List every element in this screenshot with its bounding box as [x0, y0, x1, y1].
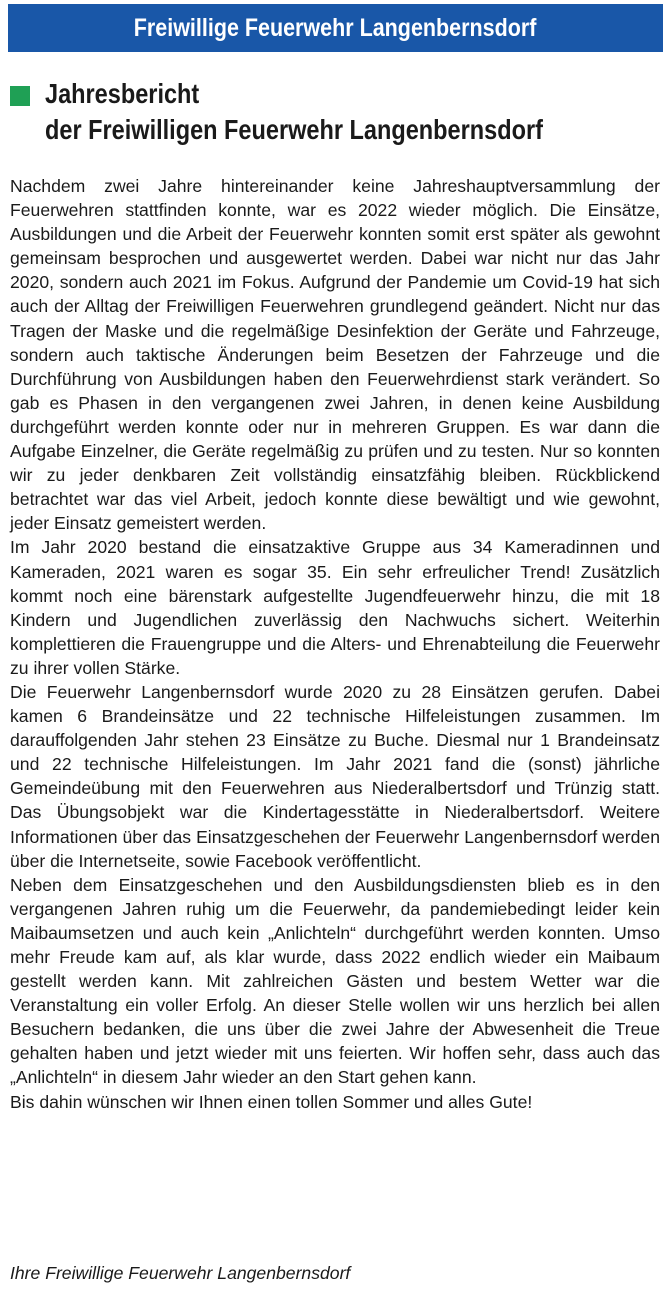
signature: Ihre Freiwillige Feuerwehr Langenbernsdorf: [10, 1263, 351, 1283]
heading-line-1: Jahresbericht: [45, 78, 200, 109]
header-banner: [8, 4, 663, 52]
heading-line-2: der Freiwilligen Feuerwehr Langenbernsdorf: [45, 114, 543, 145]
paragraph-5: Bis dahin wünschen wir Ihnen einen tollen Sommer und alles Gute!: [10, 1091, 533, 1112]
paragraph-3: Die Feuerwehr Langenbernsdorf wurde 2020 zu 28 Einsätzen gerufen. Dabei kamen 6 Brandeinsätze und 22 technische Hilfeleistungen zusammen. Im darauffolgenden Jahr stehen 23 Einsätze zu Buche. Diesmal nur 1 Brandeinsatz und 22 technische Hilfeleistungen. Im Jahr 2021 fand die (sonst) jährliche Gemeindeübung mit den Feuerwehren aus Niederalbertsdorf und Trünzig statt. Das Übungsobjekt war die Kindertagesstätte in Niederalbertsdorf. Weitere Informationen über das Einsatzgeschehen der Feuerwehr Langenbernsdorf werden über die Internetseite, sowie Facebook veröffentlicht.: [10, 681, 660, 871]
paragraph-4: Neben dem Einsatzgeschehen und den Ausbildungsdiensten blieb es in den vergangenen Jahren ruhig um die Feuerwehr, da pandemiebedingt leider kein Maibaumsetzen und auch kein „Anlichteln“ durchgeführt werden konnten. Umso mehr Freude kam auf, als klar wurde, dass 2022 endlich wieder ein Maibaum gestellt werden kann. Mit zahlreichen Gästen und bestem Wetter war die Veranstaltung ein voller Erfolg. An dieser Stelle wollen wir uns herzlich bei allen Besuchern bedanken, die uns über die zwei Jahre der Abwesenheit die Treue gehalten haben und jetzt wieder mit uns feierten. Wir hoffen sehr, dass auch das „Anlichteln“ in diesem Jahr wieder an den Start gehen kann.: [10, 874, 660, 1088]
paragraph-2: Im Jahr 2020 bestand die einsatzaktive Gruppe aus 34 Kameradinnen und Kameraden, 2021 waren es sogar 35. Ein sehr erfreulicher Trend! Zusätzlich kommt noch eine bärenstark aufgestellte Jugendfeuerwehr hinzu, die mit 18 Kindern und Jugendlichen zuverlässig den Nachwuchs sichert. Weiterhin komplettieren die Frauengruppe und die Alters- und Ehrenabteilung die Feuerwehr zu ihrer vollen Stärke.: [10, 537, 660, 678]
green-square-bullet-icon: [10, 86, 30, 106]
header-title: Freiwillige Feuerwehr Langenbernsdorf: [134, 13, 537, 42]
article-body: [10, 174, 660, 1114]
paragraph-1: Nachdem zwei Jahre hintereinander keine Jahreshauptversammlung der Feuerwehren stattfinden konnte, war es 2022 wieder möglich. Die Einsätze, Ausbildungen und die Arbeit der Feuerwehr konnten somit erst später als gewohnt gemeinsam besprochen und ausgewertet werden. Dabei war nicht nur das Jahr 2020, sondern auch 2021 im Fokus. Aufgrund der Pandemie um Covid-19 hat sich auch der Alltag der Freiwilligen Feuerwehren grundlegend geändert. Nicht nur das Tragen der Maske und die regelmäßige Desinfektion der Geräte und Fahrzeuge, sondern auch taktische Änderungen beim Besetzen der Fahrzeuge und die Durchführung von Ausbildungen haben den Feuerwehrdienst stark verändert. So gab es Phasen in den vergangenen zwei Jahren, in denen keine Ausbildung durchgeführt werden konnte oder nur in mehreren Gruppen. Es war dann die Aufgabe Einzelner, die Geräte regelmäßig zu prüfen und zu testen. Nur so konnten wir zu jeder denkbaren Zeit vollständig einsatzfähig bleiben. Rückblickend betrachtet war das viel Arbeit, jedoch konnte diese bewältigt und wie gewohnt, jeder Einsatz gemeistert werden.: [10, 176, 660, 534]
